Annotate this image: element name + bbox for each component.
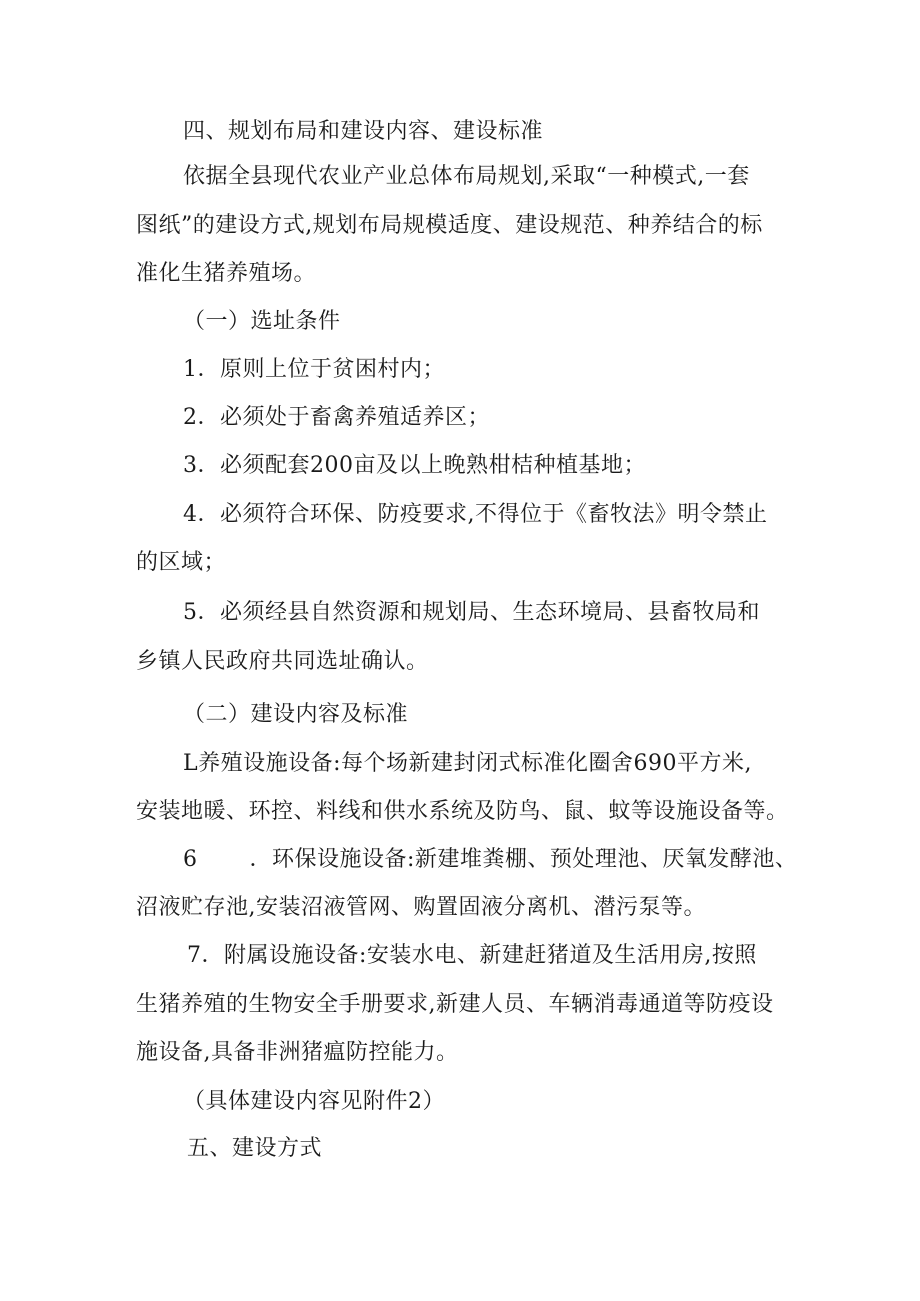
list-item-5-line-2: 乡镇人民政府共同选址确认。 <box>136 649 429 674</box>
attachment-note: （具体建设内容见附件2） <box>183 1089 445 1114</box>
list-item-7-line-3: 施设备,具备非洲猪瘟防控能力。 <box>136 1040 459 1065</box>
subsection-heading-2: （二）建设内容及标准 <box>183 702 409 727</box>
intro-line-1: 依据全县现代农业产业总体布局规划,采取“一种模式,一套 <box>183 164 750 189</box>
section-heading-4: 四、规划布局和建设内容、建设标准 <box>183 119 544 144</box>
list-item-7-line-1: 7．附属设施设备:安装水电、新建赶猪道及生活用房,按照 <box>187 943 757 968</box>
subsection-heading-1: （一）选址条件 <box>183 309 341 334</box>
list-item-6-line-1 <box>183 845 797 875</box>
list-item-6-text: ．环保设施设备:新建堆粪棚、预处理池、厌氧发酵池、 <box>249 847 798 872</box>
list-item-3: 3．必须配套200亩及以上晚熟柑桔种植基地； <box>183 453 646 478</box>
list-item-7-line-2: 生猪养殖的生物安全手册要求,新建人员、车辆消毒通道等防疫设 <box>136 992 774 1017</box>
list-item-4-line-1: 4．必须符合环保、防疫要求,不得位于《畜牧法》明令禁止 <box>183 502 768 527</box>
intro-line-2: 图纸”的建设方式,规划布局规模适度、建设规范、种养结合的标 <box>136 213 763 238</box>
list-item-L-line-2: 安装地暖、环控、料线和供水系统及防鸟、鼠、蚊等设施设备等。 <box>136 799 789 824</box>
list-item-1: 1．原则上位于贫困村内； <box>183 357 445 382</box>
list-item-5-line-1: 5．必须经县自然资源和规划局、生态环境局、县畜牧局和 <box>183 600 760 625</box>
list-item-2: 2．必须处于畜禽养殖适养区； <box>183 405 490 430</box>
section-heading-5: 五、建设方式 <box>187 1136 323 1161</box>
list-item-6-line-2: 沼液贮存池,安装沼液管网、购置固液分离机、潜污泵等。 <box>136 895 706 920</box>
list-item-L-line-1: L养殖设施设备:每个场新建封闭式标准化圈舍690平方米, <box>183 751 753 776</box>
list-item-4-line-2: 的区域； <box>136 550 227 575</box>
intro-line-3: 准化生猪养殖场。 <box>136 261 317 286</box>
list-item-6-number: 6 <box>183 847 198 872</box>
